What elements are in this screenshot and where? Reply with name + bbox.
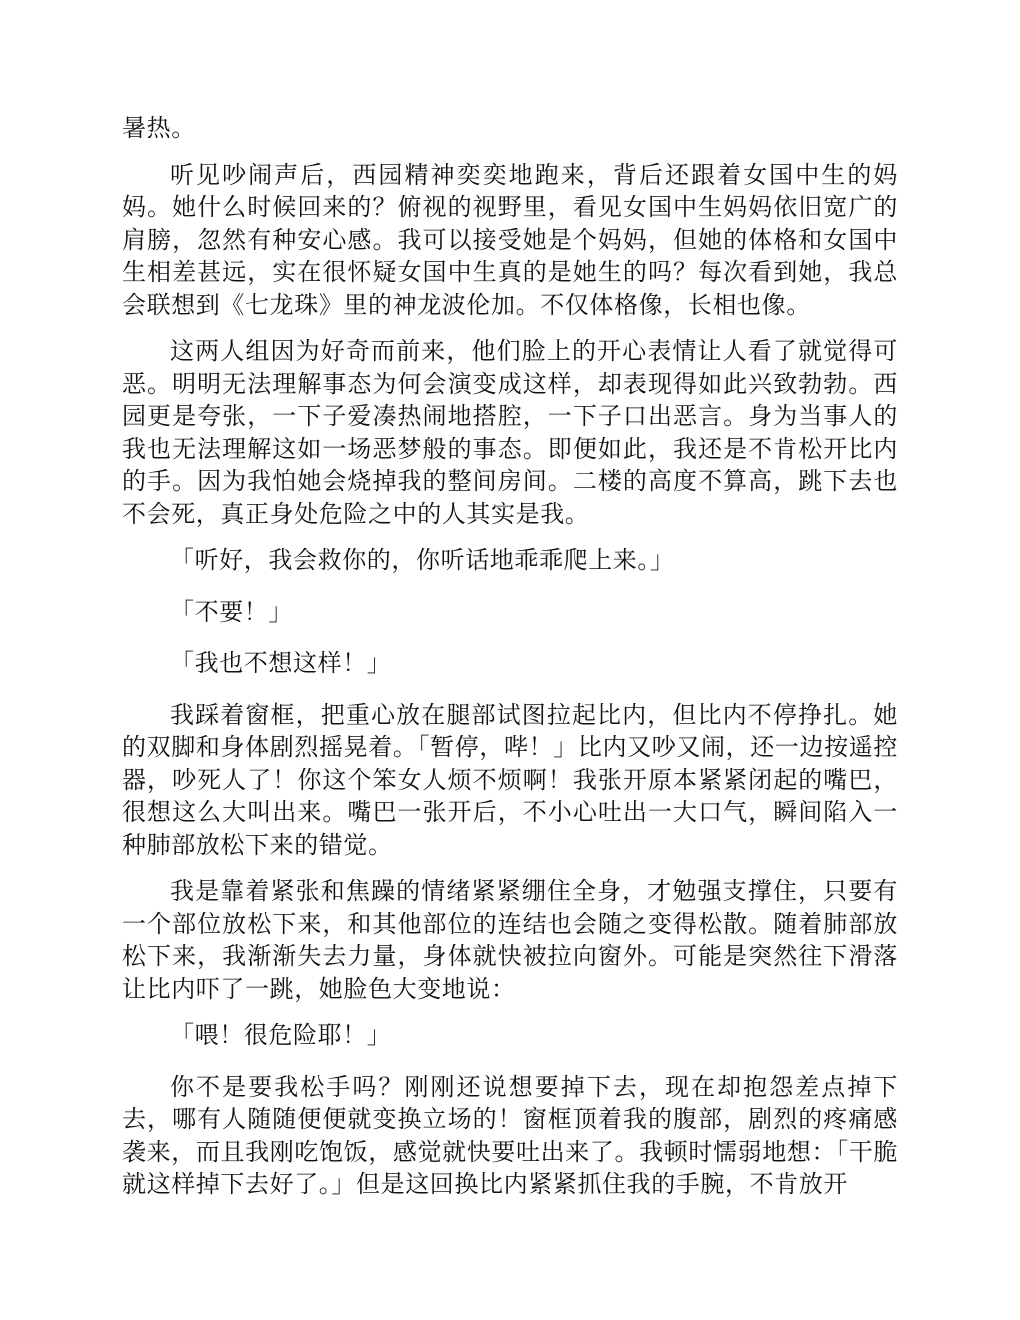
dialogue-line: 「不要！」 (170, 597, 293, 626)
body-text (122, 112, 898, 1215)
dialogue-line: 「听好，我会救你的，你听话地乖乖爬上来。」 (170, 546, 675, 574)
paragraph: 听见吵闹声后，西园精神奕奕地跑来，背后还跟着女国中生的妈妈。她什么时候回来的？俯视的视野里，看见女国中生妈妈依旧宽广的肩膀，忽然有种安心感。我可以接受她是个妈妈，但她的体格和女国中生相差甚远，实在很怀疑女国中生真的是她生的吗？每次看到她，我总会联想到《七龙珠》里的神龙波伦加。不仅体格像，长相也像。 (122, 160, 898, 319)
paragraph: 我踩着窗框，把重心放在腿部试图拉起比内，但比内不停挣扎。她的双脚和身体剧烈摇晃着。「暂停，哔！」比内又吵又闹，还一边按遥控器，吵死人了！你这个笨女人烦不烦啊！我张开原本紧紧闭起的嘴巴，很想这么大叫出来。嘴巴一张开后，不小心吐出一大口气，瞬间陷入一种肺部放松下来的错觉。 (122, 700, 898, 859)
paragraph: 我是靠着紧张和焦躁的情绪紧紧绷住全身，才勉强支撑住，只要有一个部位放松下来，和其他部位的连结也会随之变得松散。随着肺部放松下来，我渐渐失去力量，身体就快被拉向窗外。可能是突然往下滑落让比内吓了一跳，她脸色大变地说： (122, 877, 898, 1003)
paragraph: 你不是要我松手吗？刚刚还说想要掉下去，现在却抱怨差点掉下去，哪有人随随便便就变换立场的！窗框顶着我的腹部，剧烈的疼痛感袭来，而且我刚吃饱饭，感觉就快要吐出来了。我顿时懦弱地想：「干脆就这样掉下去好了。」但是这回换比内紧紧抓住我的手腕，不肯放开 (122, 1072, 898, 1198)
dialogue-line: 「喂！很危险耶！」 (170, 1021, 392, 1049)
dialogue-line: 「我也不想这样！」 (170, 649, 392, 677)
paragraph: 这两人组因为好奇而前来，他们脸上的开心表情让人看了就觉得可恶。明明无法理解事态为何会演变成这样，却表现得如此兴致勃勃。西园更是夸张，一下子爱凑热闹地搭腔，一下子口出恶言。身为当事人的我也无法理解这如一场恶梦般的事态。即便如此，我还是不肯松开比内的手。因为我怕她会烧掉我的整间房间。二楼的高度不算高，跳下去也不会死，真正身处危险之中的人其实是我。 (122, 337, 898, 528)
paragraph: 暑热。 (122, 114, 196, 142)
